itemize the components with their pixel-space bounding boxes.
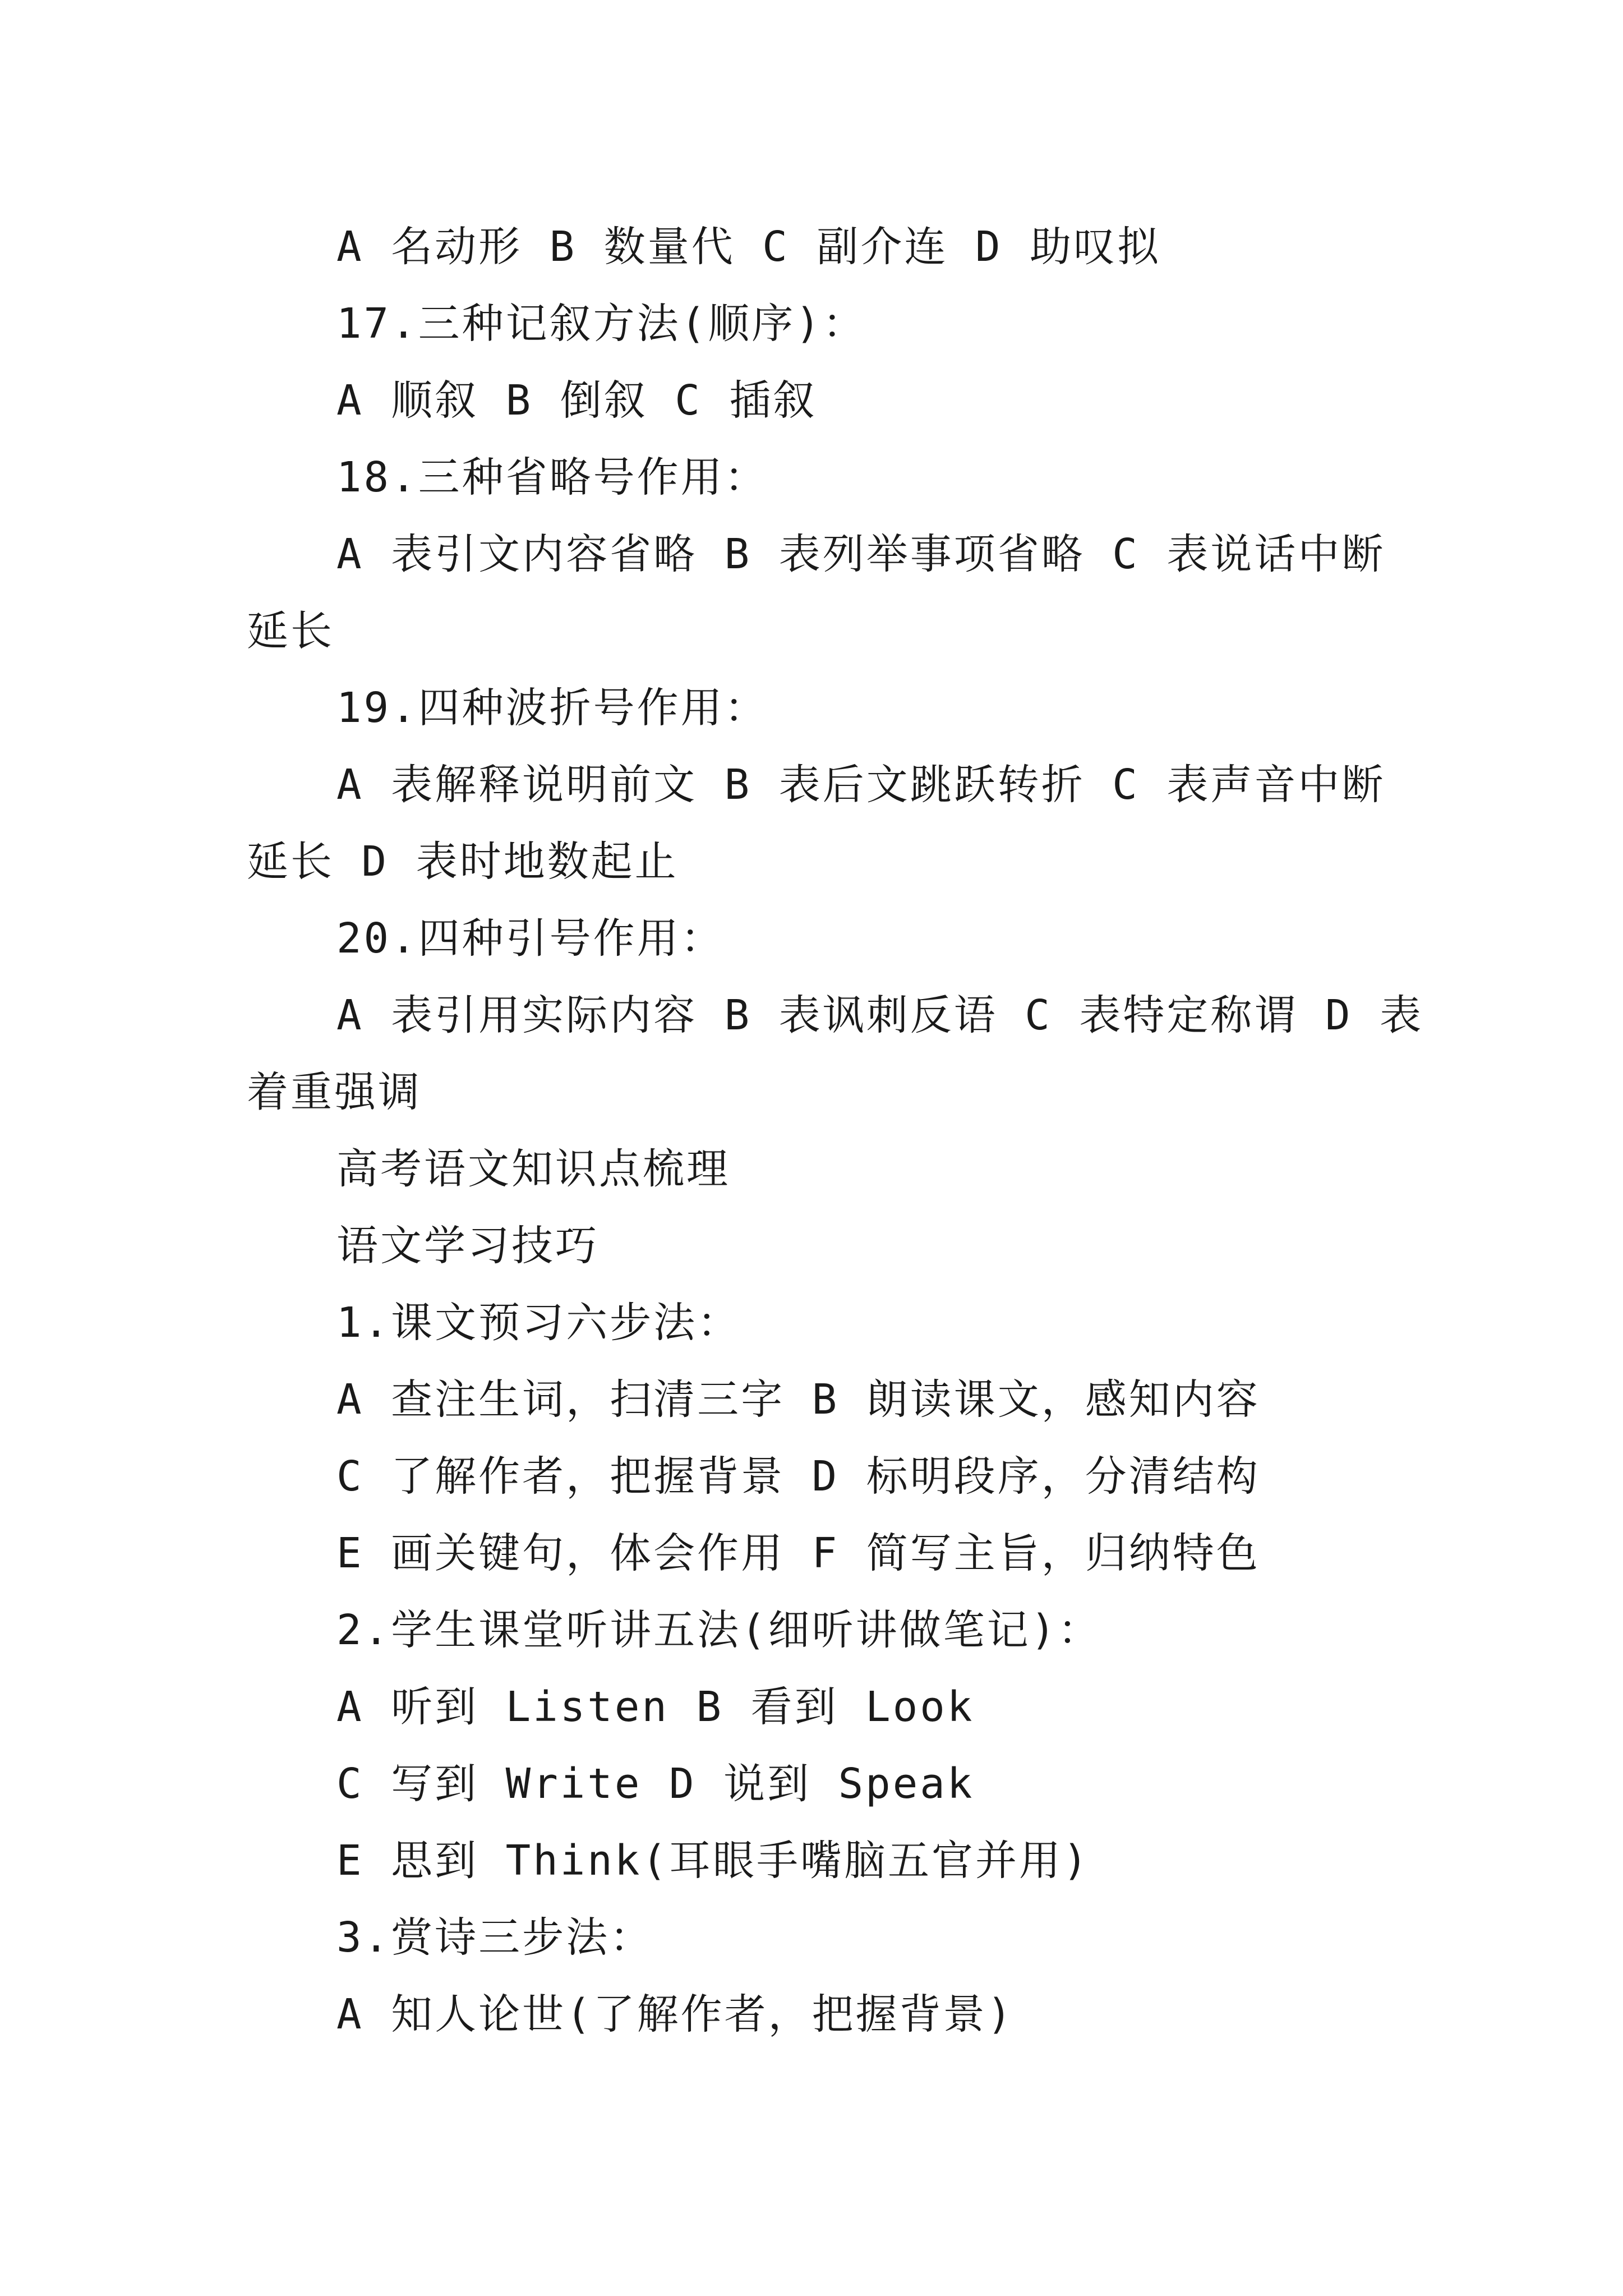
text-line-continuation: 延长: [247, 607, 334, 655]
text-line: A 知人论世(了解作者，把握背景): [336, 1990, 1015, 2039]
text-line: A 表引文内容省略 B 表列举事项省略 C 表说话中断: [336, 530, 1386, 578]
section-heading: 1.课文预习六步法：: [336, 1299, 741, 1347]
section-heading: 20.四种引号作用：: [336, 914, 725, 963]
text-line: A 表引用实际内容 B 表讽刺反语 C 表特定称谓 D 表: [336, 991, 1424, 1039]
text-line: A 表解释说明前文 B 表后文跳跃转折 C 表声音中断: [336, 761, 1386, 809]
text-line-continuation: 延长 D 表时地数起止: [247, 838, 679, 886]
text-line: A 名动形 B 数量代 C 副介连 D 助叹拟: [336, 223, 1161, 271]
section-heading: 18.三种省略号作用：: [336, 453, 768, 501]
section-title: 语文学习技巧: [336, 1222, 599, 1270]
document-body: [247, 209, 1424, 2053]
document-title: 高考语文知识点梳理: [336, 1145, 730, 1193]
section-heading: 17.三种记叙方法(顺序)：: [336, 300, 866, 348]
section-heading: 3.赏诗三步法：: [336, 1913, 654, 1962]
text-line: E 思到 Think(耳眼手嘴脑五官并用): [336, 1837, 1090, 1885]
text-line: E 画关键句，体会作用 F 简写主旨，归纳特色: [336, 1529, 1260, 1577]
text-line: A 查注生词，扫清三字 B 朗读课文，感知内容: [336, 1375, 1260, 1424]
text-line: A 听到 Listen B 看到 Look: [336, 1683, 975, 1731]
section-heading: 19.四种波折号作用：: [336, 684, 768, 732]
text-line: C 写到 Write D 说到 Speak: [336, 1760, 975, 1808]
text-line-continuation: 着重强调: [247, 1068, 422, 1116]
text-line: A 顺叙 B 倒叙 C 插叙: [336, 376, 817, 425]
section-heading: 2.学生课堂听讲五法(细听讲做笔记)：: [336, 1606, 1102, 1654]
text-line: C 了解作者，把握背景 D 标明段序，分清结构: [336, 1452, 1260, 1501]
